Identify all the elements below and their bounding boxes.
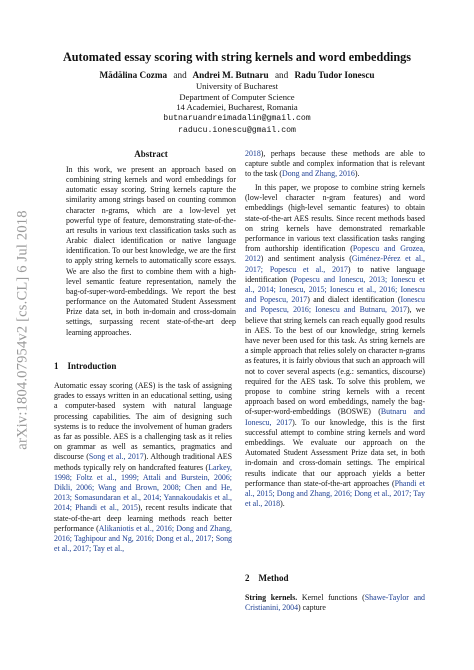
paragraph-text: ) and sentiment analysis ( xyxy=(260,254,352,264)
paragraph-text: ). To our knowledge, this is the first successful attempt to combine string kernels and word embeddings. We evaluate our approach on the Automated Student Assessment Prize data set, in both in-domain and cross-domain settings. The empirical results indicate that our approach yields a better performance than state-of-the-art approaches ( xyxy=(245,417,425,488)
paragraph-text: Automatic essay scoring (AES) is the task of assigning grades to essays written in an educational setting, using a computer-based system with natural language processing capabilities. The aim of designing such systems is to reduce the involvement of human graders as far as possible. AES is a challenging task as it relies on grammar as well as semantics, pragmatics and discourse ( xyxy=(54,381,232,462)
citation-link[interactable]: Phandi et al., 2015; Dong and Zhang, 2016; Dong et al., 2017; Tay et al., 2018 xyxy=(245,478,425,509)
arxiv-identifier-stamp[interactable]: arXiv:1804.07954v2 [cs.CL] 6 Jul 2018 xyxy=(14,210,31,450)
section-number: 1 xyxy=(54,361,59,371)
affiliation-line: Department of Computer Science xyxy=(179,91,295,102)
author-name: Radu Tudor Ionescu xyxy=(294,70,375,80)
intro-paragraph-2 xyxy=(245,183,425,510)
citation-link[interactable]: Dong and Zhang, 2016 xyxy=(282,169,355,179)
paragraph-text: ), we believe that string kernels can reach equally good results in AES. To the best of our knowledge, string kernels have never been used for this task. As string kernels are a simple approach that relies solely on character n-grams as features, it is fairly obvious that such an approach will not to cover several aspects (e.g.: semantics, discourse) required for the AES task. To solve this problem, we propose to combine string kernels with a recent approach based on word embeddings, namely the bag-of-super-word-embeddings (BOSWE) ( xyxy=(245,305,425,417)
paragraph-text: ) and dialect identification ( xyxy=(307,295,401,305)
citation-link[interactable]: Ionescu and Popescu, 2016; Ionescu and Butnaru, 2017 xyxy=(245,295,425,315)
citation-link[interactable]: Shawe-Taylor and Cristianini, 2004 xyxy=(245,593,425,613)
citation-link[interactable]: Larkey, 1998; Foltz et al., 1999; Attali and Burstein, 2006; Dikli, 2006; Wang and Brown, 2008; Chen and He, 2013; Somasundaran et al., 2014; Yannakoudakis et al., 2014; Phandi et al., 2015 xyxy=(54,462,232,513)
citation-link[interactable]: Butnaru and Ionescu, 2017 xyxy=(245,407,426,427)
author-list xyxy=(0,70,474,80)
paragraph-text: ), recent results indicate that state-of-the-art deep learning methods reach better performance ( xyxy=(54,503,233,533)
section-number: 2 xyxy=(245,573,250,583)
author-separator: and xyxy=(173,70,187,80)
citation-link[interactable]: Giménez-Pérez et al., 2017; Popescu et al., 2017 xyxy=(245,254,425,274)
method-paragraph xyxy=(245,593,425,613)
paper-title: Automated essay scoring with string kernels and word embeddings xyxy=(62,50,412,64)
author-email[interactable]: raducu.ionescu@gmail.com xyxy=(178,125,296,135)
paragraph-text: ) to native language identification ( xyxy=(245,264,426,284)
arxiv-stamp-wrapper xyxy=(6,180,40,480)
affiliation-line: 14 Academiei, Bucharest, Romania xyxy=(176,102,298,113)
author-name: Mădălina Cozma xyxy=(99,70,168,80)
section-title: Introduction xyxy=(67,361,117,371)
section-heading-introduction xyxy=(54,361,116,371)
paper-header xyxy=(0,50,474,137)
intro-paragraph xyxy=(54,381,232,554)
paragraph-text: ) capture xyxy=(298,603,326,613)
section-heading-method xyxy=(245,573,289,583)
paragraph-text: ), perhaps because these methods are able to capture subtle and complex information that is relevant to the task ( xyxy=(245,149,425,179)
paragraph-text: ). xyxy=(280,499,285,509)
paragraph-text: ). xyxy=(354,169,360,179)
citation-link[interactable]: Song et al., 2017 xyxy=(88,452,144,462)
paragraph-text: Kernel functions ( xyxy=(297,593,365,602)
paragraph-lead: String kernels. xyxy=(245,593,298,602)
citation-link[interactable]: Alikaniotis et al., 2016; Dong and Zhang, 2016; Taghipour and Ng, 2016; Dong et al., 2017; Song et al., 2017; Tay et al., xyxy=(54,523,232,554)
abstract-text: In this work, we present an approach based on combining string kernels and word embeddings for automatic essay scoring. String kernels capture the similarity among strings based on counting common character n-grams, which are a low-level yet powerful type of feature, demonstrating state-of-the-art results in various text classification tasks such as Arabic dialect identification or native language identification. To our best knowledge, we are the first to apply string kernels to automatically score essays. We are also the first to combine them with a high-level semantic feature representation, namely the bag-of-super-word-embeddings. We report the best performance on the Automated Student Assessment Prize data set, in both in-domain and cross-domain settings, surpassing recent state-of-the-art deep learning approaches. xyxy=(66,165,236,337)
author-separator: and xyxy=(274,70,289,80)
author-name: Andrei M. Butnaru xyxy=(192,70,269,80)
paragraph-text: In this paper, we propose to combine string kernels (low-level character n-gram features) and word embeddings (high-level semantic features) to obtain state-of-the-art AES results. Since recent methods based on string kernels have demonstrated remarkable performance in various text classification tasks ranging from authorship identification ( xyxy=(245,183,425,254)
paragraph-text: ). Although traditional AES methods typically rely on handcrafted features ( xyxy=(54,452,233,472)
citation-link[interactable]: Popescu and Ionescu, 2013; Ionescu et al., 2014; Ionescu, 2015; Ionescu et al., 2016; Ionescu and Popescu, 2017 xyxy=(245,274,425,305)
author-email[interactable]: butnaruandreimadalin@gmail.com xyxy=(163,113,311,123)
intro-continuation xyxy=(245,149,425,180)
citation-link[interactable]: Popescu and Grozea, 2012 xyxy=(245,244,426,264)
abstract-heading: Abstract xyxy=(134,149,168,159)
citation-link[interactable]: 2018 xyxy=(245,149,261,158)
section-title: Method xyxy=(258,573,289,583)
affiliation-line: University of Bucharest xyxy=(195,81,279,91)
